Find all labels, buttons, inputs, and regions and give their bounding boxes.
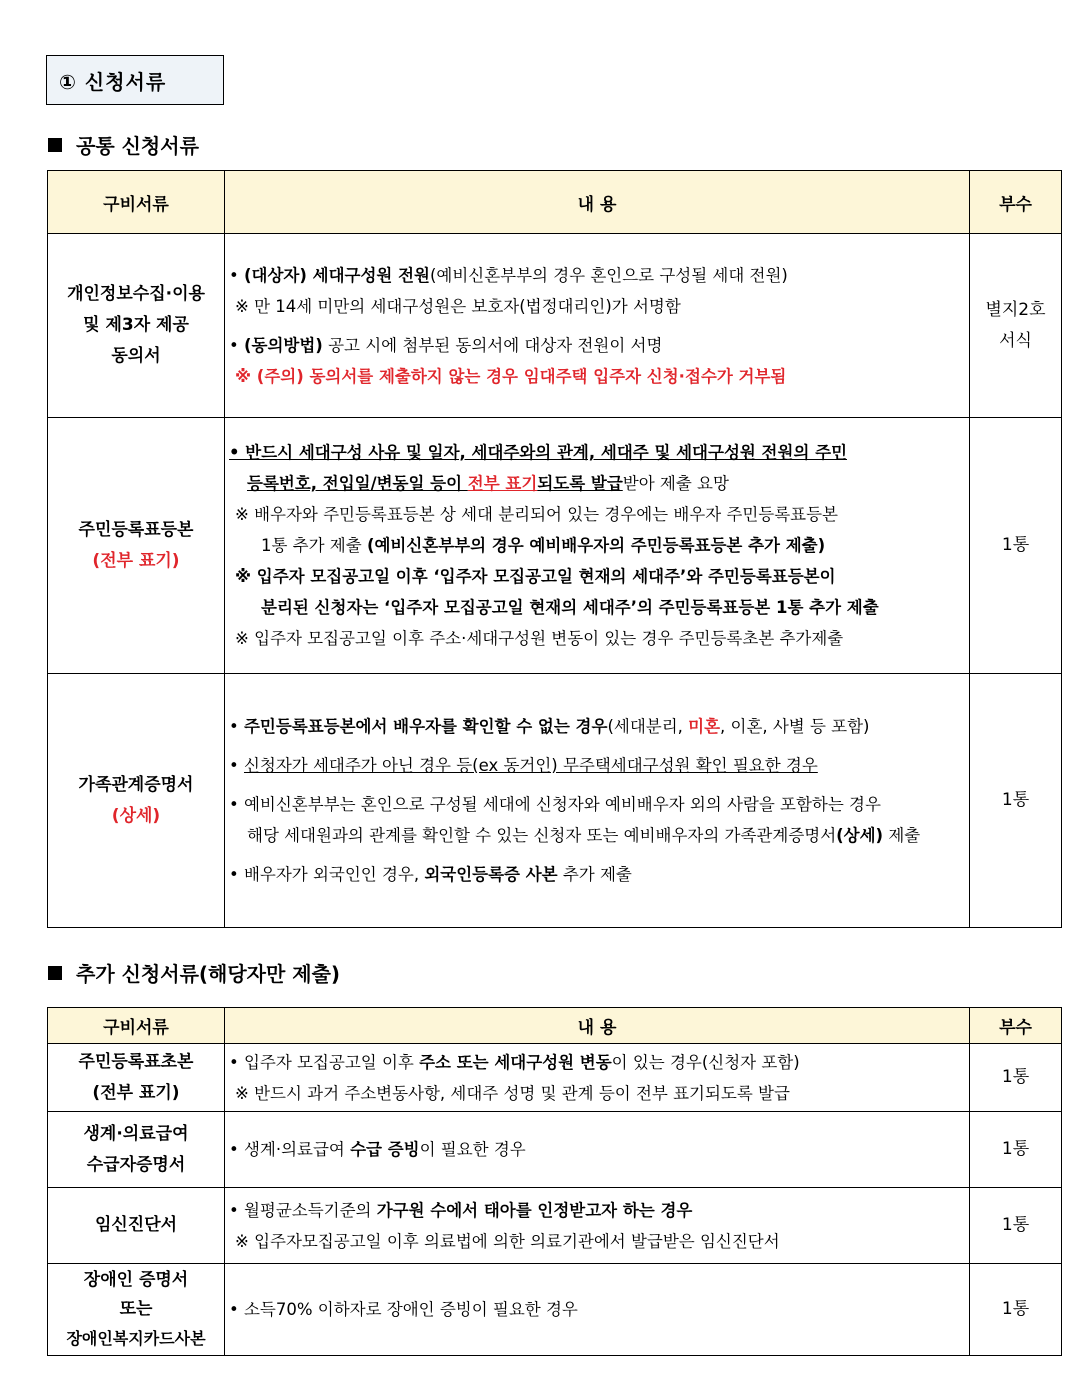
content-line: • 주민등록표등본에서 배우자를 확인할 수 없는 경우(세대분리, 미혼, 이혼, 사별 등 포함) xyxy=(229,717,870,736)
document-content xyxy=(225,1264,970,1356)
square-bullet-icon xyxy=(48,966,62,980)
header-count: 부수 xyxy=(970,171,1062,234)
header-content: 내 용 xyxy=(225,171,970,234)
document-count: 1통 xyxy=(970,1264,1062,1356)
document-name: 장애인 증명서 또는 장애인복지카드사본 xyxy=(48,1264,225,1356)
table-row xyxy=(48,1264,1062,1356)
document-name: 임신진단서 xyxy=(48,1188,225,1264)
page-heading: ① 신청서류 xyxy=(46,55,224,105)
document-content xyxy=(225,234,970,418)
document-count: 1통 xyxy=(970,1044,1062,1112)
content-line: • 반드시 세대구성 사유 및 일자, 세대주와의 관계, 세대주 및 세대구성원 전원의 주민 xyxy=(229,443,848,462)
table-row xyxy=(48,1044,1062,1112)
document-name: 주민등록표초본 (전부 표기) xyxy=(48,1044,225,1112)
header-content: 내 용 xyxy=(225,1008,970,1044)
content-line: • 소득70% 이하자로 장애인 증빙이 필요한 경우 xyxy=(229,1300,578,1319)
document-name: 가족관계증명서 (상세) xyxy=(48,674,225,928)
content-line: • 신청자가 세대주가 아닌 경우 등(ex 동거인) 무주택세대구성원 확인 필요한 경우 xyxy=(229,756,818,775)
header-document: 구비서류 xyxy=(48,1008,225,1044)
table-row xyxy=(48,674,1062,928)
common-documents-table xyxy=(47,170,1062,928)
content-note: 1통 추가 제출 (예비신혼부부의 경우 예비배우자의 주민등록표등본 추가 제출) xyxy=(261,536,826,555)
document-count: 1통 xyxy=(970,418,1062,674)
table-row xyxy=(48,418,1062,674)
content-line: 해당 세대원과의 관계를 확인할 수 있는 신청자 또는 예비배우자의 가족관계증명서(상세) 제출 xyxy=(247,826,921,845)
document-content xyxy=(225,418,970,674)
table-header-row xyxy=(48,171,1062,234)
content-line: • (동의방법) 공고 시에 첨부된 동의서에 대상자 전원이 서명 xyxy=(229,335,663,355)
square-bullet-icon xyxy=(48,138,62,152)
content-note: ※ 입주자모집공고일 이후 의료법에 의한 의료기관에서 발급받은 임신진단서 xyxy=(235,1231,780,1251)
document-count: 1통 xyxy=(970,1188,1062,1264)
additional-documents-table xyxy=(47,1007,1062,1356)
table-row xyxy=(48,1112,1062,1188)
content-line: • 생계·의료급여 수급 증빙이 필요한 경우 xyxy=(229,1140,526,1159)
table-row xyxy=(48,234,1062,418)
header-document: 구비서류 xyxy=(48,171,225,234)
document-content xyxy=(225,1188,970,1264)
header-count: 부수 xyxy=(970,1008,1062,1044)
section-additional-title xyxy=(48,958,340,987)
document-name: 주민등록표등본 (전부 표기) xyxy=(48,418,225,674)
content-line: 등록번호, 전입일/변동일 등이 전부 표기되도록 발급받아 제출 요망 xyxy=(247,474,729,493)
document-content xyxy=(225,674,970,928)
document-name: 개인정보수집·이용 및 제3자 제공 동의서 xyxy=(48,234,225,418)
document-name: 생계·의료급여 수급자증명서 xyxy=(48,1112,225,1188)
document-count: 1통 xyxy=(970,1112,1062,1188)
content-line: • 월평균소득기준의 가구원 수에서 태아를 인정받고자 하는 경우 xyxy=(229,1200,693,1220)
section-additional-label: 추가 신청서류(해당자만 제출) xyxy=(76,962,341,986)
document-count: 별지2호 서식 xyxy=(970,234,1062,418)
table-header-row xyxy=(48,1008,1062,1044)
section-common-title xyxy=(48,130,199,159)
content-note: ※ 입주자 모집공고일 이후 주소·세대구성원 변동이 있는 경우 주민등록초본 추가제출 xyxy=(235,629,844,648)
section-common-label: 공통 신청서류 xyxy=(76,134,199,158)
content-note: ※ 배우자와 주민등록표등본 상 세대 분리되어 있는 경우에는 배우자 주민등록표등본 xyxy=(235,505,838,524)
content-line: • 예비신혼부부는 혼인으로 구성될 세대에 신청자와 예비배우자 외의 사람을 포함하는 경우 xyxy=(229,795,881,814)
content-line: • 입주자 모집공고일 이후 주소 또는 세대구성원 변동이 있는 경우(신청자 포함) xyxy=(229,1052,800,1072)
content-note: ※ 반드시 과거 주소변동사항, 세대주 성명 및 관계 등이 전부 표기되도록 발급 xyxy=(235,1083,790,1103)
content-line: • 배우자가 외국인인 경우, 외국인등록증 사본 추가 제출 xyxy=(229,865,632,884)
content-note: ※ 입주자 모집공고일 이후 ‘입주자 모집공고일 현재의 세대주’와 주민등록표등본이 xyxy=(235,567,836,586)
document-count: 1통 xyxy=(970,674,1062,928)
document-content xyxy=(225,1044,970,1112)
content-line: • (대상자) 세대구성원 전원(예비신혼부부의 경우 혼인으로 구성될 세대 전원) xyxy=(229,265,788,285)
content-note: 분리된 신청자는 ‘입주자 모집공고일 현재의 세대주’의 주민등록표등본 1통 추가 제출 xyxy=(261,598,879,617)
content-warning: ※ (주의) 동의서를 제출하지 않는 경우 임대주택 입주자 신청·접수가 거부됨 xyxy=(235,366,787,386)
content-note: ※ 만 14세 미만의 세대구성원은 보호자(법정대리인)가 서명함 xyxy=(235,296,681,316)
table-row xyxy=(48,1188,1062,1264)
document-content xyxy=(225,1112,970,1188)
